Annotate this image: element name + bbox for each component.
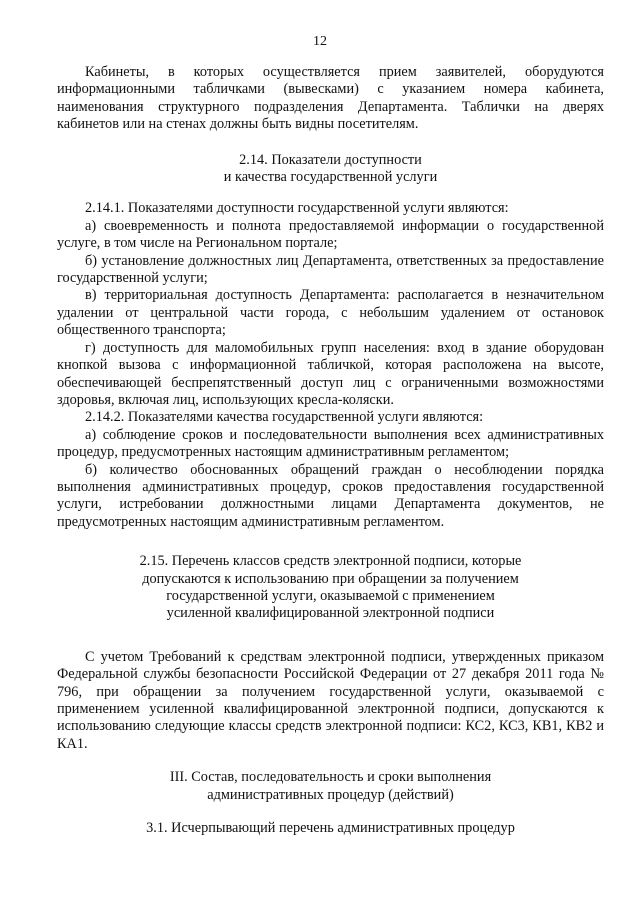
heading-line: усиленной квалифицированной электронной подписи bbox=[166, 605, 495, 622]
paragraph: 2.14.2. Показателями качества государственной услуги являются: bbox=[85, 409, 484, 426]
section-2-14-heading bbox=[57, 152, 604, 187]
paragraph: в) территориальная доступность Департамента: располагается в незначительном удалении от центральной части города, с небольшим удалением от остановок общественного транспорта; bbox=[57, 287, 604, 339]
heading-line: 3.1. Исчерпывающий перечень административных процедур bbox=[146, 820, 515, 837]
page-number: 12 bbox=[313, 34, 327, 49]
paragraph: а) соблюдение сроков и последовательности выполнения всех административных процедур, предусмотренных настоящим административным регламентом; bbox=[57, 426, 604, 461]
section-2-14-body bbox=[57, 200, 604, 531]
paragraph: г) доступность для маломобильных групп населения: вход в здание оборудован кнопкой вызова с информационной табличкой, которая расположена на высоте, обеспечивающей беспрепятственный доступ лиц с ограниченными возможностями здоровья, включая лиц, использующих кресла-коляски. bbox=[57, 339, 604, 408]
paragraph: а) своевременность и полнота предоставляемой информации о государственной услуге, в том числе на Региональном портале; bbox=[57, 217, 604, 252]
section-3-heading bbox=[57, 769, 604, 804]
section-3-1-heading bbox=[57, 820, 604, 837]
heading-line: допускаются к использованию при обращении за получением bbox=[142, 570, 519, 587]
intro-paragraph: Кабинеты, в которых осуществляется прием заявителей, оборудуются информационными табличками (вывесками) с указанием номера кабинета, наименования структурного подразделения Департамента. Таблички на дверях кабинетов или на стенах должны быть видны посетителям. bbox=[57, 64, 604, 133]
paragraph: б) установление должностных лиц Департамента, ответственных за предоставление государственной услуги; bbox=[57, 252, 604, 287]
paragraph: б) количество обоснованных обращений граждан о несоблюдении порядка выполнения административных процедур, сроков предоставления государственной услуги, истребовании должностными лицами Департамента документов, не предусмотренных настоящим административным регламентом. bbox=[57, 461, 604, 530]
paragraph: 2.14.1. Показателями доступности государственной услуги являются: bbox=[85, 200, 509, 217]
heading-line: административных процедур (действий) bbox=[207, 786, 454, 803]
heading-line: 2.15. Перечень классов средств электронной подписи, которые bbox=[139, 553, 522, 570]
section-2-15-heading bbox=[57, 553, 604, 623]
section-2-15-paragraph: С учетом Требований к средствам электронной подписи, утвержденных приказом Федеральной службы безопасности Российской Федерации от 27 декабря 2011 года № 796, при обращении за получением государственной услуги, оказываемой с применением усиленной квалифицированной электронной подписи, допускаются к использованию следующие классы средств электронной подписи: КС2, КС3, КВ1, КВ2 и КА1. bbox=[57, 648, 604, 752]
heading-line: и качества государственной услуги bbox=[223, 169, 438, 186]
heading-line: государственной услуги, оказываемой с применением bbox=[166, 587, 495, 604]
document-body bbox=[57, 64, 604, 837]
heading-line: III. Состав, последовательность и сроки выполнения bbox=[169, 769, 492, 786]
heading-line: 2.14. Показатели доступности bbox=[239, 151, 422, 168]
